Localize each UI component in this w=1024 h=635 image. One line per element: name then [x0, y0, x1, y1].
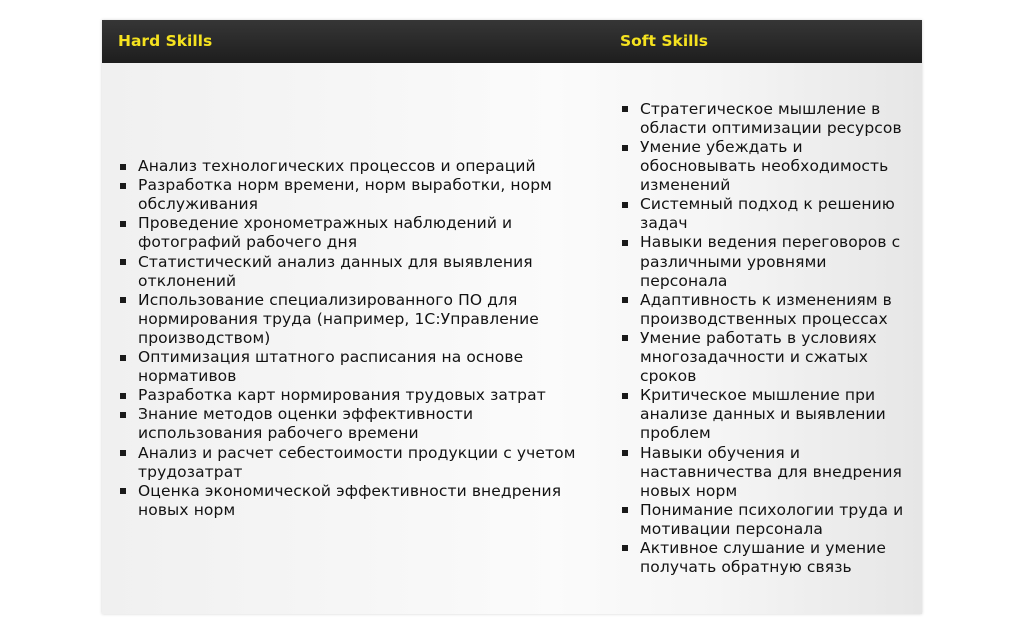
square-bullet-icon: [622, 145, 628, 151]
list-item: [118, 482, 594, 520]
list-item: [118, 405, 594, 443]
skills-table: [102, 20, 922, 614]
square-bullet-icon: [120, 259, 126, 265]
list-item: [620, 386, 912, 443]
square-bullet-icon: [120, 412, 126, 418]
list-item: [620, 329, 912, 386]
square-bullet-icon: [622, 297, 628, 303]
square-bullet-icon: [622, 106, 628, 112]
list-item: [118, 157, 594, 176]
square-bullet-icon: [622, 202, 628, 208]
list-item: [118, 386, 594, 405]
square-bullet-icon: [120, 393, 126, 399]
list-item: [118, 348, 594, 386]
list-item: [620, 195, 912, 233]
table-header: [102, 20, 922, 63]
list-item-text: Знание методов оценки эффективности использования рабочего времени: [138, 405, 474, 443]
square-bullet-icon: [120, 221, 126, 227]
list-item: [118, 291, 594, 348]
list-item-text: Активное слушание и умение получать обратную связь: [640, 538, 886, 577]
square-bullet-icon: [120, 355, 126, 361]
list-item-text: Навыки ведения переговоров с различными уровнями персонала: [640, 233, 901, 290]
list-item: [620, 539, 912, 577]
hard-skills-list: [118, 157, 594, 520]
list-item: [620, 100, 912, 138]
list-item-text: Анализ технологических процессов и операций: [138, 157, 536, 176]
list-item: [620, 291, 912, 329]
header-hard-skills: Hard Skills: [118, 32, 213, 50]
soft-skills-list: [620, 100, 912, 577]
table-body: [102, 63, 922, 614]
list-item-text: Адаптивность к изменениям в производственных процессах: [640, 290, 892, 328]
list-item: [118, 214, 594, 252]
list-item-text: Разработка норм времени, норм выработки, норм обслуживания: [138, 176, 552, 214]
square-bullet-icon: [622, 335, 628, 341]
list-item-text: Оценка экономической эффективности внедрения новых норм: [138, 481, 562, 519]
soft-skills-column: [620, 63, 912, 614]
square-bullet-icon: [622, 450, 628, 456]
list-item-text: Анализ и расчет себестоимости продукции с учетом трудозатрат: [138, 443, 576, 481]
header-soft-skills: Soft Skills: [620, 32, 708, 50]
square-bullet-icon: [120, 164, 126, 170]
list-item-text: Оптимизация штатного расписания на основе нормативов: [138, 348, 524, 386]
square-bullet-icon: [120, 488, 126, 494]
list-item: [620, 501, 912, 539]
list-item-text: Навыки обучения и наставничества для внедрения новых норм: [640, 443, 902, 500]
square-bullet-icon: [622, 545, 628, 551]
square-bullet-icon: [622, 393, 628, 399]
list-item: [620, 444, 912, 501]
list-item-text: Критическое мышление при анализе данных и выявлении проблем: [640, 386, 886, 443]
hard-skills-column: [118, 63, 594, 614]
list-item-text: Понимание психологии труда и мотивации персонала: [640, 500, 904, 538]
list-item-text: Проведение хронометражных наблюдений и фотографий рабочего дня: [138, 214, 513, 252]
list-item-text: Умение работать в условиях многозадачности и сжатых сроков: [640, 328, 877, 386]
list-item: [118, 444, 594, 482]
list-item-text: Использование специализированного ПО для нормирования труда (например, 1С:Управление производством): [138, 290, 539, 347]
square-bullet-icon: [622, 507, 628, 513]
square-bullet-icon: [120, 450, 126, 456]
square-bullet-icon: [120, 183, 126, 189]
list-item: [118, 176, 594, 214]
list-item-text: Стратегическое мышление в области оптимизации ресурсов: [640, 99, 902, 137]
list-item-text: Разработка карт нормирования трудовых затрат: [138, 386, 546, 405]
list-item-text: Статистический анализ данных для выявления отклонений: [138, 252, 533, 290]
square-bullet-icon: [622, 240, 628, 246]
list-item: [620, 233, 912, 290]
list-item-text: Умение убеждать и обосновывать необходимость изменений: [640, 138, 889, 195]
square-bullet-icon: [120, 297, 126, 303]
list-item: [620, 138, 912, 195]
list-item-text: Системный подход к решению задач: [640, 195, 895, 233]
list-item: [118, 253, 594, 291]
